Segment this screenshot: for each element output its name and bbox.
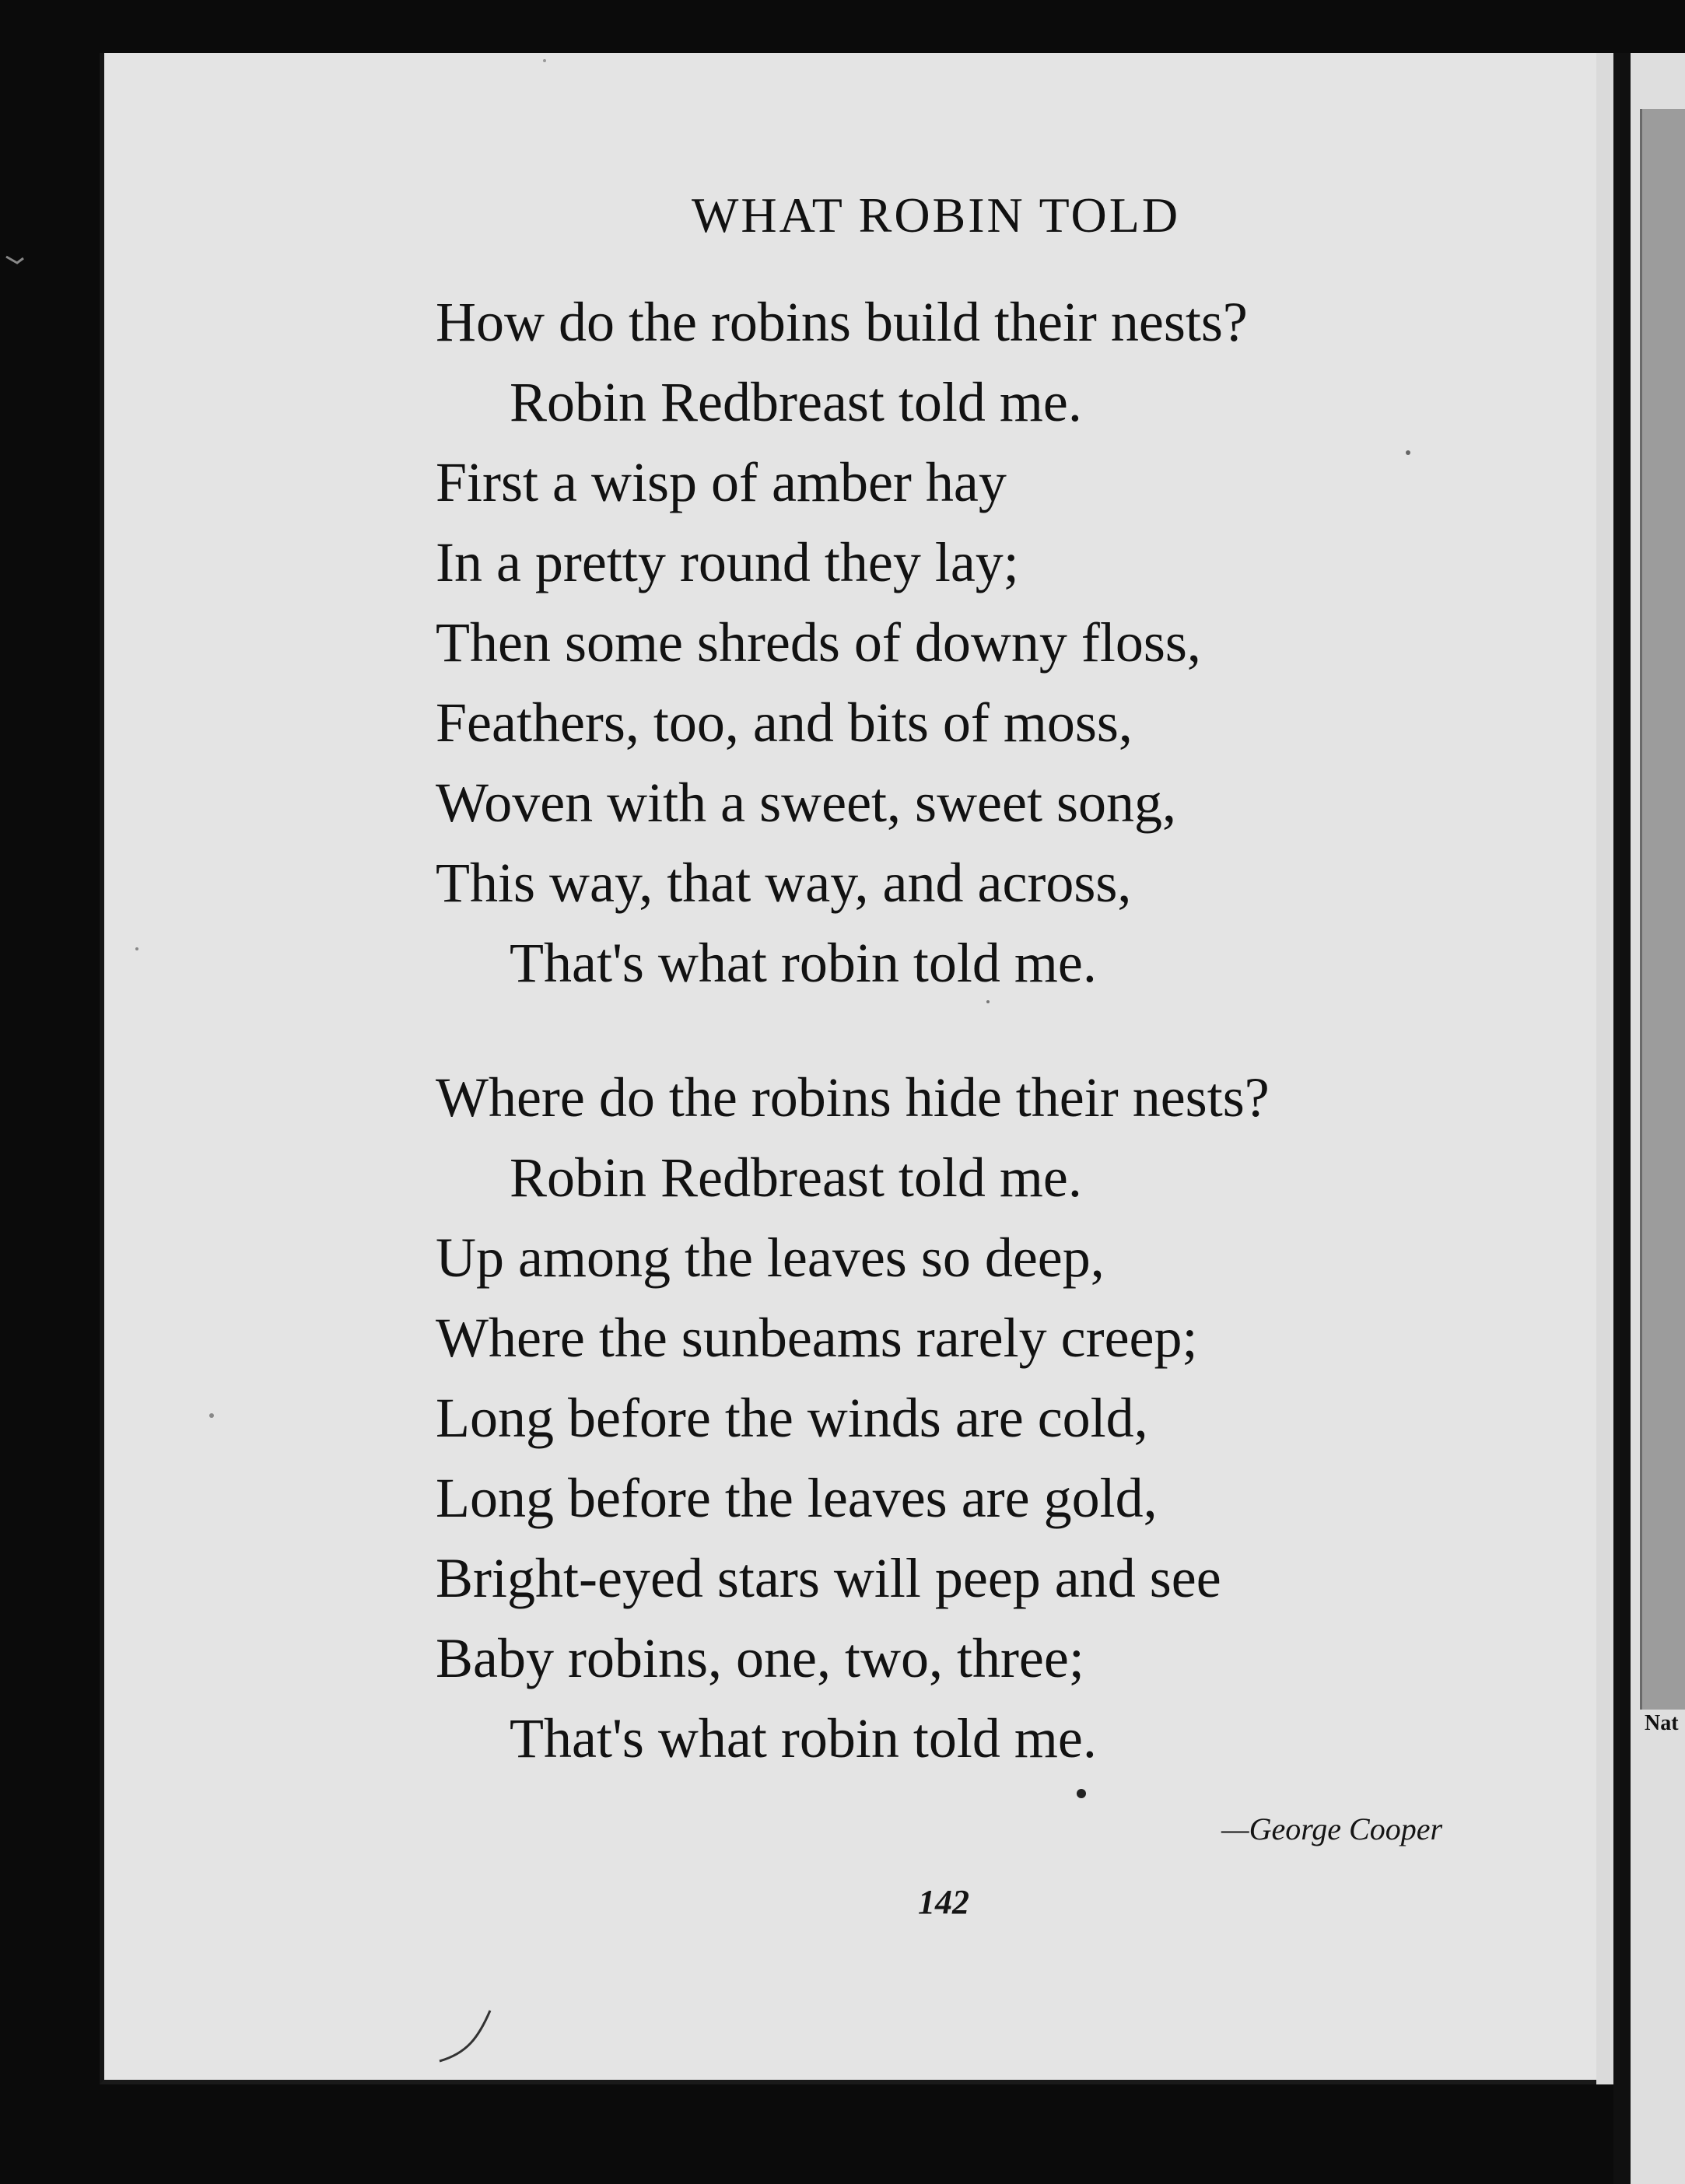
adjacent-page-caption: Nat [1645, 1711, 1679, 1735]
speck [1406, 450, 1410, 455]
speck [135, 947, 138, 950]
poem-line: Baby robins, one, two, three; [436, 1627, 1084, 1689]
pencil-mark [440, 2011, 490, 2061]
poem-line: Where do the robins hide their nests? [436, 1066, 1270, 1129]
poem-line: First a wisp of amber hay [436, 451, 1007, 513]
poem-line: This way, that way, and across, [436, 852, 1132, 914]
poem-line: That's what robin told me. [510, 1707, 1097, 1769]
poem-line: Robin Redbreast told me. [510, 1146, 1082, 1209]
poem-line: Woven with a sweet, sweet song, [436, 772, 1176, 834]
poem-line: That's what robin told me. [510, 932, 1097, 994]
poem-line: Bright-eyed stars will peep and see [436, 1547, 1221, 1609]
poem-line: How do the robins build their nests? [436, 291, 1248, 353]
poem-line: In a pretty round they lay; [436, 531, 1019, 593]
speck [543, 59, 546, 62]
speck [209, 1413, 214, 1418]
poem-title: WHAT ROBIN TOLD [691, 187, 1181, 243]
poem-line: Long before the leaves are gold, [436, 1467, 1158, 1529]
poem-line: Long before the winds are cold, [436, 1387, 1148, 1449]
poem-attribution: —George Cooper [1221, 1811, 1443, 1846]
margin-mark [6, 257, 23, 263]
poem-line: Feathers, too, and bits of moss, [436, 691, 1133, 754]
page-number: 142 [918, 1883, 969, 1921]
poem-line: Where the sunbeams rarely creep; [436, 1307, 1198, 1369]
poem-line: Then some shreds of downy floss, [436, 611, 1201, 674]
speck [1077, 1789, 1086, 1798]
poem-line: Up among the leaves so deep, [436, 1227, 1105, 1289]
poem-line: Robin Redbreast told me. [510, 371, 1082, 433]
speck [986, 1000, 990, 1003]
